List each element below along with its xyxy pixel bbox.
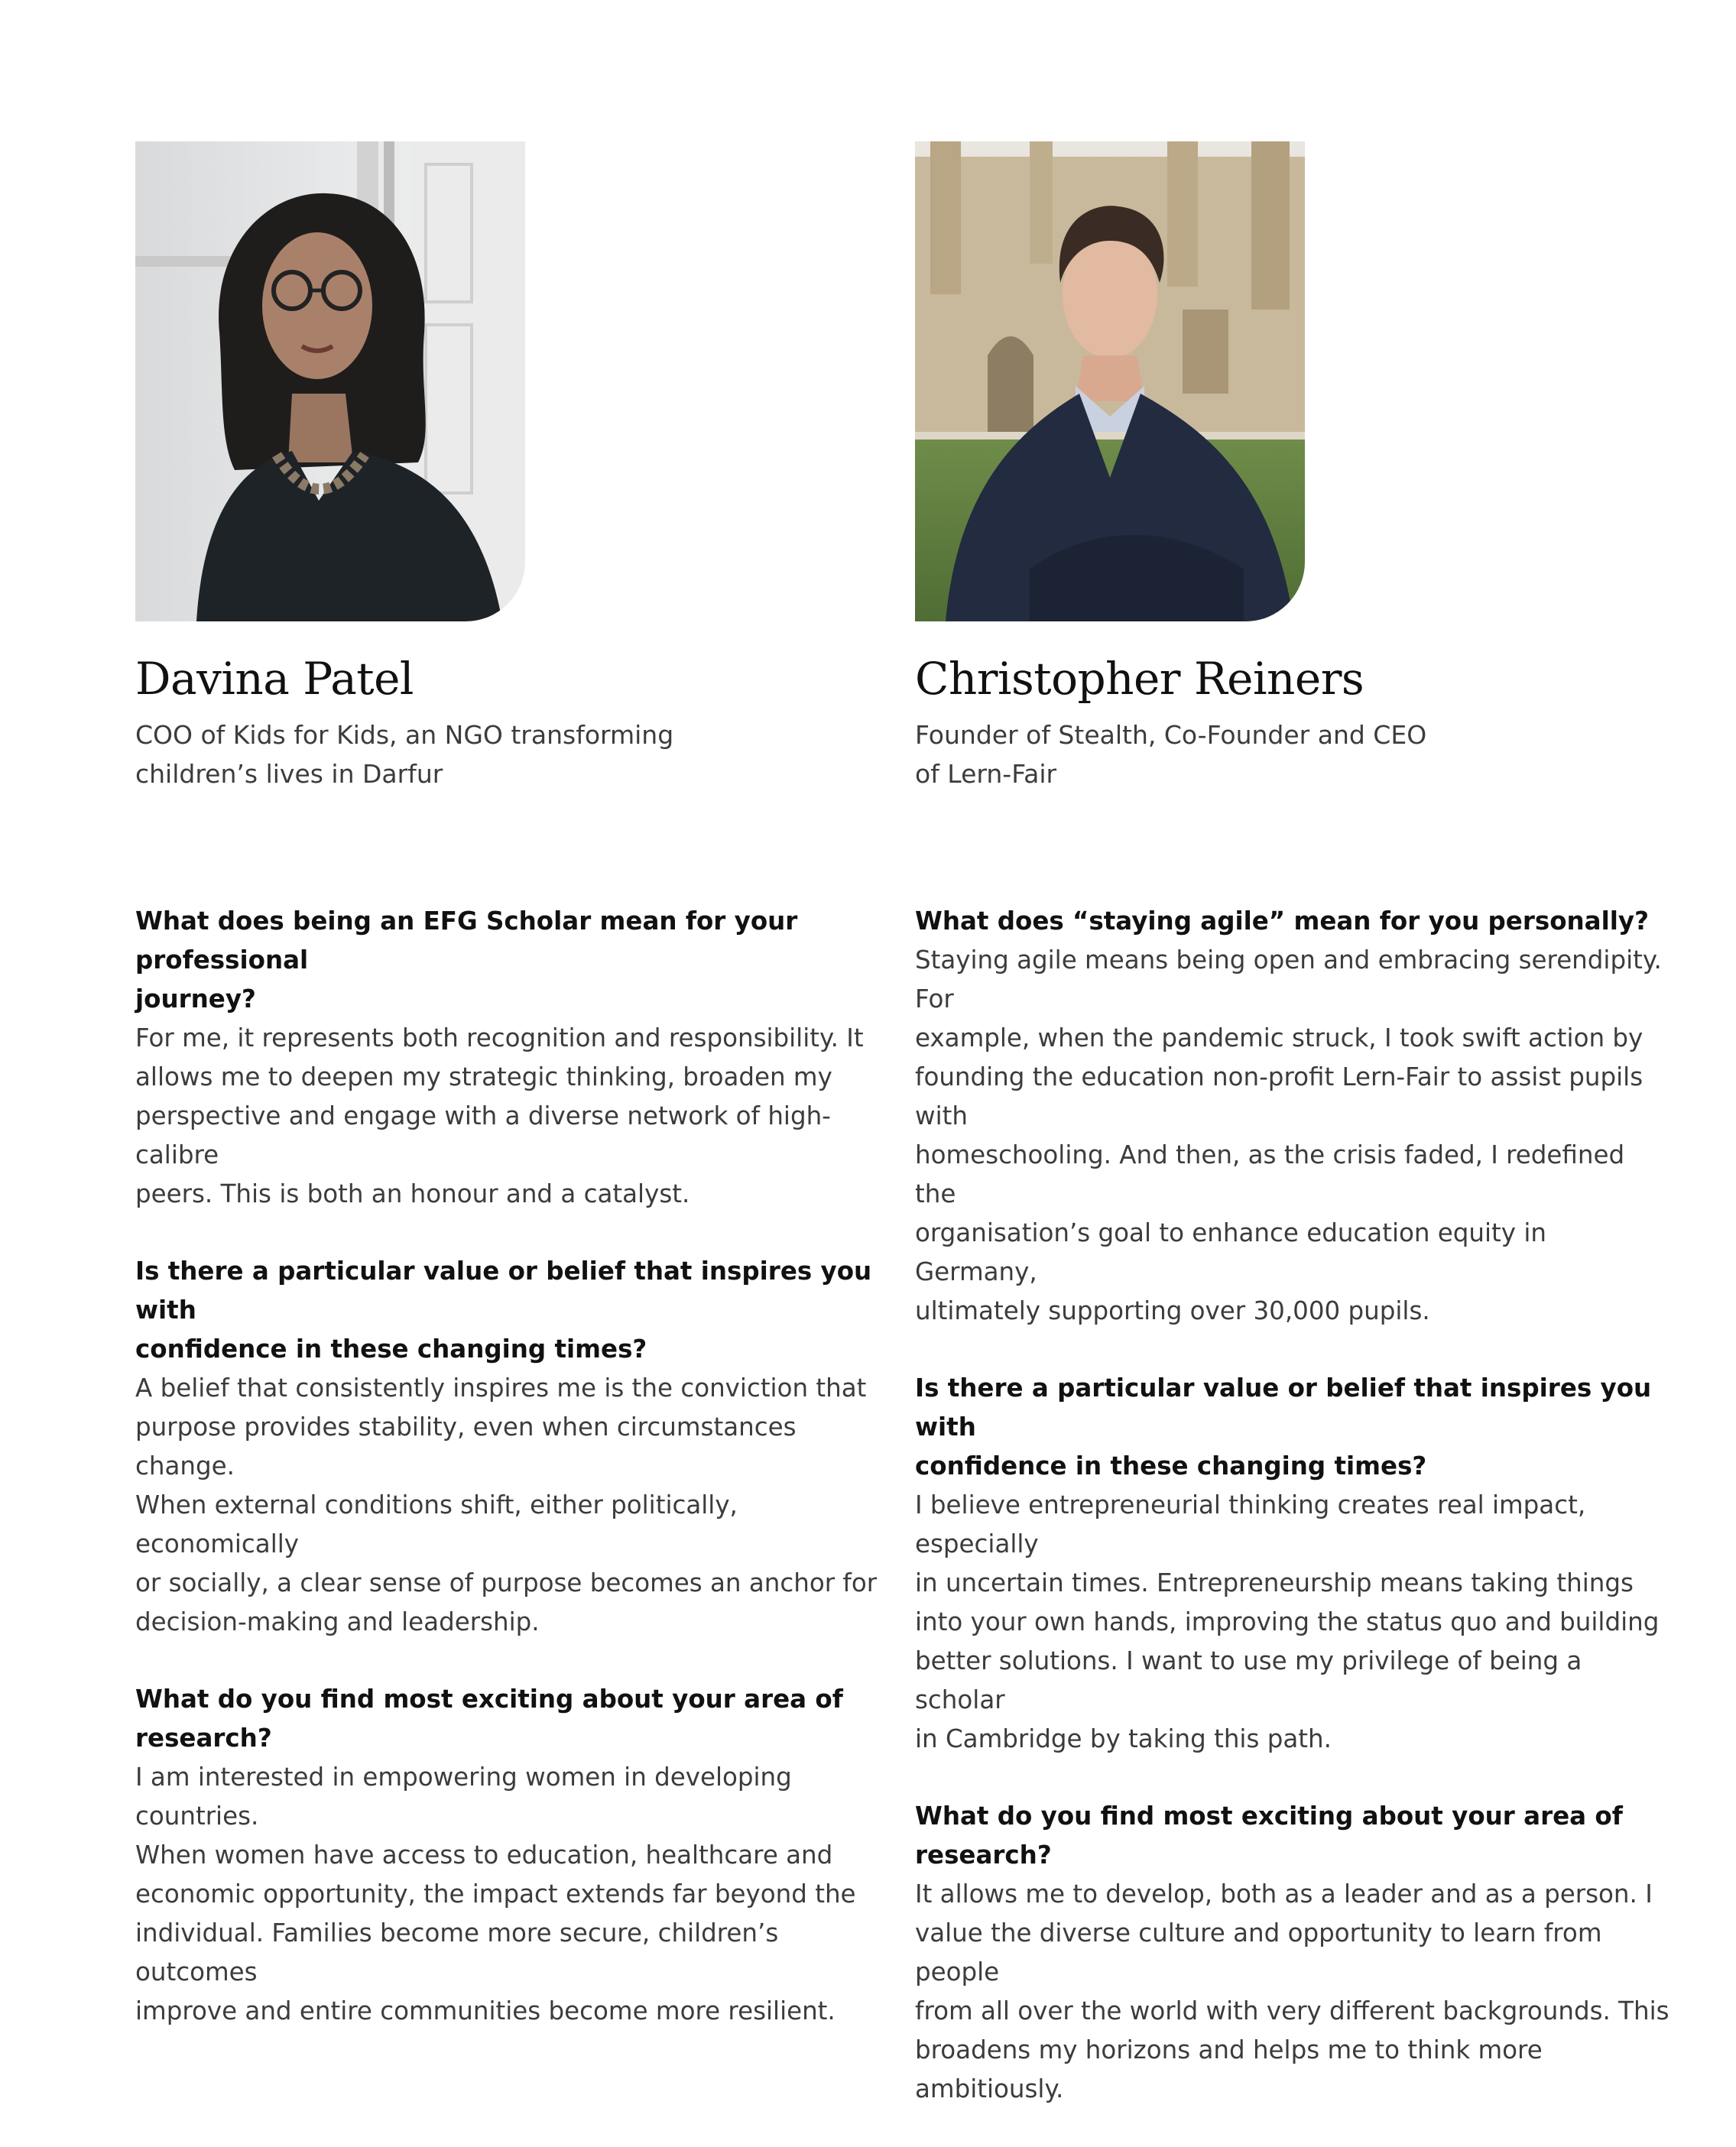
interview-davina xyxy=(135,902,892,2069)
qa-item xyxy=(135,902,892,1214)
profile-christopher xyxy=(915,141,1672,793)
answer: For me, it represents both recognition and responsibility. It allows me to deepen my strategic thinking, broaden my perspective and engage with a diverse network of high-calibre peers. This is both an honour and a catalyst. xyxy=(135,1023,864,1208)
qa-item xyxy=(915,902,1672,1331)
profile-davina xyxy=(135,141,892,793)
portrait-photo-christopher xyxy=(915,141,1305,621)
qa-item xyxy=(135,1680,892,2031)
portrait-image xyxy=(915,141,1305,621)
question: What do you find most exciting about your area of research? xyxy=(135,1685,843,1753)
person-role: Founder of Stealth, Co-Founder and CEO of Lern-Fair xyxy=(915,719,1427,789)
portrait-image xyxy=(135,141,525,621)
question: What does being an EFG Scholar mean for your professional journey? xyxy=(135,906,798,1014)
person-role: COO of Kids for Kids, an NGO transforming children’s lives in Darfur xyxy=(135,719,674,789)
answer: It allows me to develop, both as a leader and as a person. I value the diverse culture and opportunity to learn from people from all over the world with very different backgrounds. This broadens my horizons and helps me to think more ambitiously. xyxy=(915,1879,1669,2103)
interview-christopher xyxy=(915,902,1672,2147)
answer: Staying agile means being open and embracing serendipity. For example, when the pandemic struck, I took swift action by founding the education non-profit Lern-Fair to assist pupils with homeschooling. And then, as the crisis faded, I redefined the organisation’s goal to enhance education equity in Germany, ultimately supporting over 30,000 pupils. xyxy=(915,945,1662,1325)
qa-item xyxy=(135,1252,892,1642)
qa-item xyxy=(915,1369,1672,1759)
portrait-photo-davina xyxy=(135,141,525,621)
answer: I believe entrepreneurial thinking creates real impact, especially in uncertain times. Entrepreneurship means taking things into your own hands, improving the status quo and building better solutions. I want to use my privilege of being a scholar in Cambridge by taking this path. xyxy=(915,1490,1660,1753)
answer: I am interested in empowering women in developing countries. When women have access to education, healthcare and economic opportunity, the impact extends far beyond the individual. Families become more secure, children’s outcomes improve and entire communities become more resilient. xyxy=(135,1763,856,2025)
question: What does “staying agile” mean for you personally? xyxy=(915,906,1649,936)
person-name: Davina Patel xyxy=(135,653,414,705)
question: What do you find most exciting about your area of research? xyxy=(915,1802,1623,1870)
answer: A belief that consistently inspires me is the conviction that purpose provides stability, even when circumstances change. When external conditions shift, either politically, economically or socially, a clear sense of purpose becomes an anchor for decision-making and leadership. xyxy=(135,1373,878,1636)
person-name: Christopher Reiners xyxy=(915,653,1364,705)
qa-item xyxy=(915,1797,1672,2109)
question: Is there a particular value or belief that inspires you with confidence in these changing times? xyxy=(135,1257,872,1364)
question: Is there a particular value or belief that inspires you with confidence in these changing times? xyxy=(915,1373,1652,1481)
